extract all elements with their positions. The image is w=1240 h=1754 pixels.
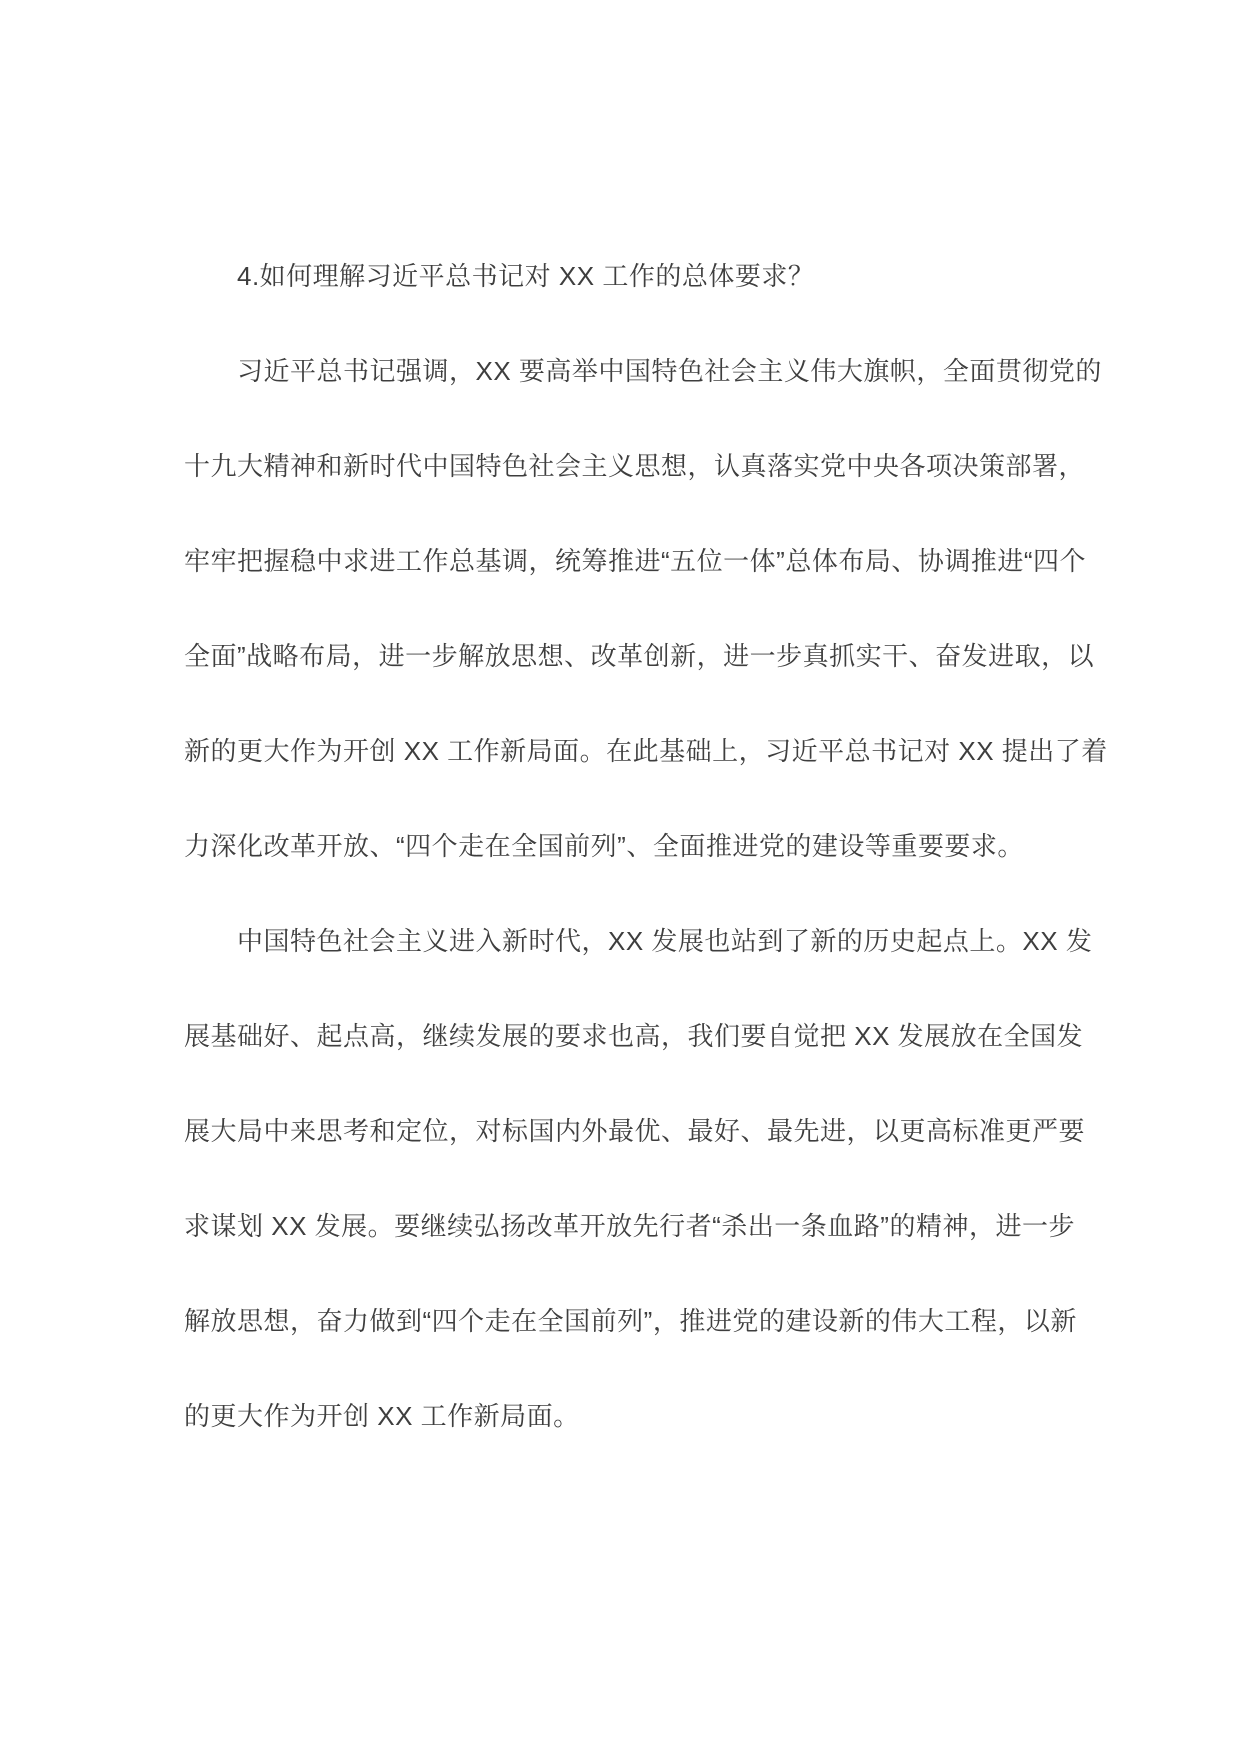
paragraph-2 — [184, 894, 1093, 1464]
paragraph-line: 新的更大作为开创 XX 工作新局面。在此基础上，习近平总书记对 XX 提出了着 — [184, 736, 1108, 766]
paragraph-line: 牢牢把握稳中求进工作总基调，统筹推进“五位一体”总体布局、协调推进“四个 — [184, 546, 1086, 576]
paragraph-line: 力深化改革开放、“四个走在全国前列”、全面推进党的建设等重要要求。 — [184, 831, 1024, 861]
document-body — [184, 229, 1108, 1464]
paragraph-line: 展大局中来思考和定位，对标国内外最优、最好、最先进，以更高标准更严要 — [184, 1116, 1086, 1146]
paragraph-line: 解放思想，奋力做到“四个走在全国前列”，推进党的建设新的伟大工程，以新 — [184, 1306, 1077, 1336]
paragraph-line: 的更大作为开创 XX 工作新局面。 — [184, 1401, 580, 1431]
paragraph-1 — [184, 324, 1108, 894]
paragraph-line: 习近平总书记强调，XX 要高举中国特色社会主义伟大旗帜，全面贯彻党的 — [237, 356, 1102, 386]
paragraph-line: 展基础好、起点高，继续发展的要求也高，我们要自觉把 XX 发展放在全国发 — [184, 1021, 1084, 1051]
question-heading: 4.如何理解习近平总书记对 XX 工作的总体要求？ — [237, 261, 815, 291]
paragraph-line: 求谋划 XX 发展。要继续弘扬改革开放先行者“杀出一条血路”的精神，进一步 — [184, 1211, 1075, 1241]
paragraph-line: 十九大精神和新时代中国特色社会主义思想，认真落实党中央各项决策部署， — [184, 451, 1086, 481]
paragraph-line: 中国特色社会主义进入新时代，XX 发展也站到了新的历史起点上。XX 发 — [237, 926, 1093, 956]
paragraph-line: 全面”战略布局，进一步解放思想、改革创新，进一步真抓实干、奋发进取，以 — [184, 641, 1095, 671]
